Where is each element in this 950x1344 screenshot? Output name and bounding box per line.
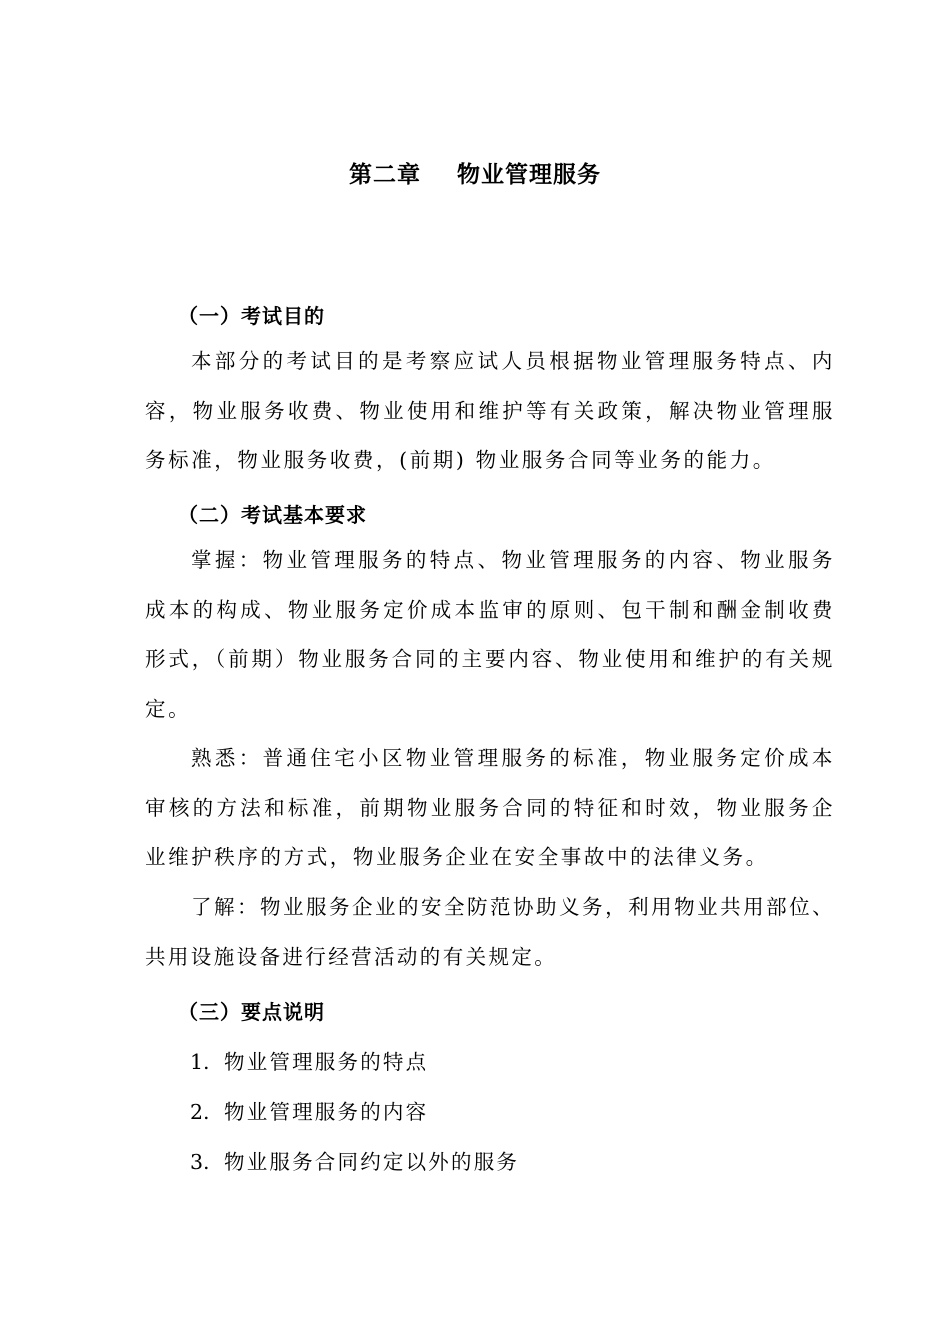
- list-item-number: 3.: [190, 1150, 210, 1174]
- section-heading-purpose: （一）考试目的: [178, 304, 325, 328]
- paragraph-familiar: 熟悉：普通住宅小区物业管理服务的标准，物业服务定价成本审核的方法和标准，前期物业服务合同的特征和时效，物业服务企业维护秩序的方式，物业服务企业在安全事故中的法律义务。: [145, 746, 835, 869]
- list-item: [190, 1145, 519, 1175]
- list-item-text: 物业管理服务的特点: [224, 1050, 429, 1074]
- paragraph-master: 掌握：物业管理服务的特点、物业管理服务的内容、物业服务成本的构成、物业服务定价成本监审的原则、包干制和酬金制收费形式，（前期）物业服务合同的主要内容、物业使用和维护的有关规定。: [145, 548, 835, 721]
- list-item-number: 1.: [190, 1050, 210, 1074]
- paragraph-purpose: 本部分的考试目的是考察应试人员根据物业管理服务特点、内容，物业服务收费、物业使用和维护等有关政策，解决物业管理服务标准，物业服务收费，(前期) 物业服务合同等业务的能力。: [145, 349, 835, 472]
- chapter-title: 第二章 物业管理服务: [348, 161, 602, 188]
- list-item-number: 2.: [190, 1100, 210, 1124]
- list-item: [190, 1095, 428, 1125]
- section-heading-requirements: （二）考试基本要求: [178, 503, 367, 527]
- list-item-text: 物业服务合同约定以外的服务: [224, 1150, 520, 1174]
- section-heading-key-points: （三）要点说明: [178, 1000, 325, 1024]
- list-item: [190, 1045, 428, 1075]
- list-item-text: 物业管理服务的内容: [224, 1100, 429, 1124]
- paragraph-understand: 了解：物业服务企业的安全防范协助义务，利用物业共用部位、共用设施设备进行经营活动的有关规定。: [145, 895, 835, 969]
